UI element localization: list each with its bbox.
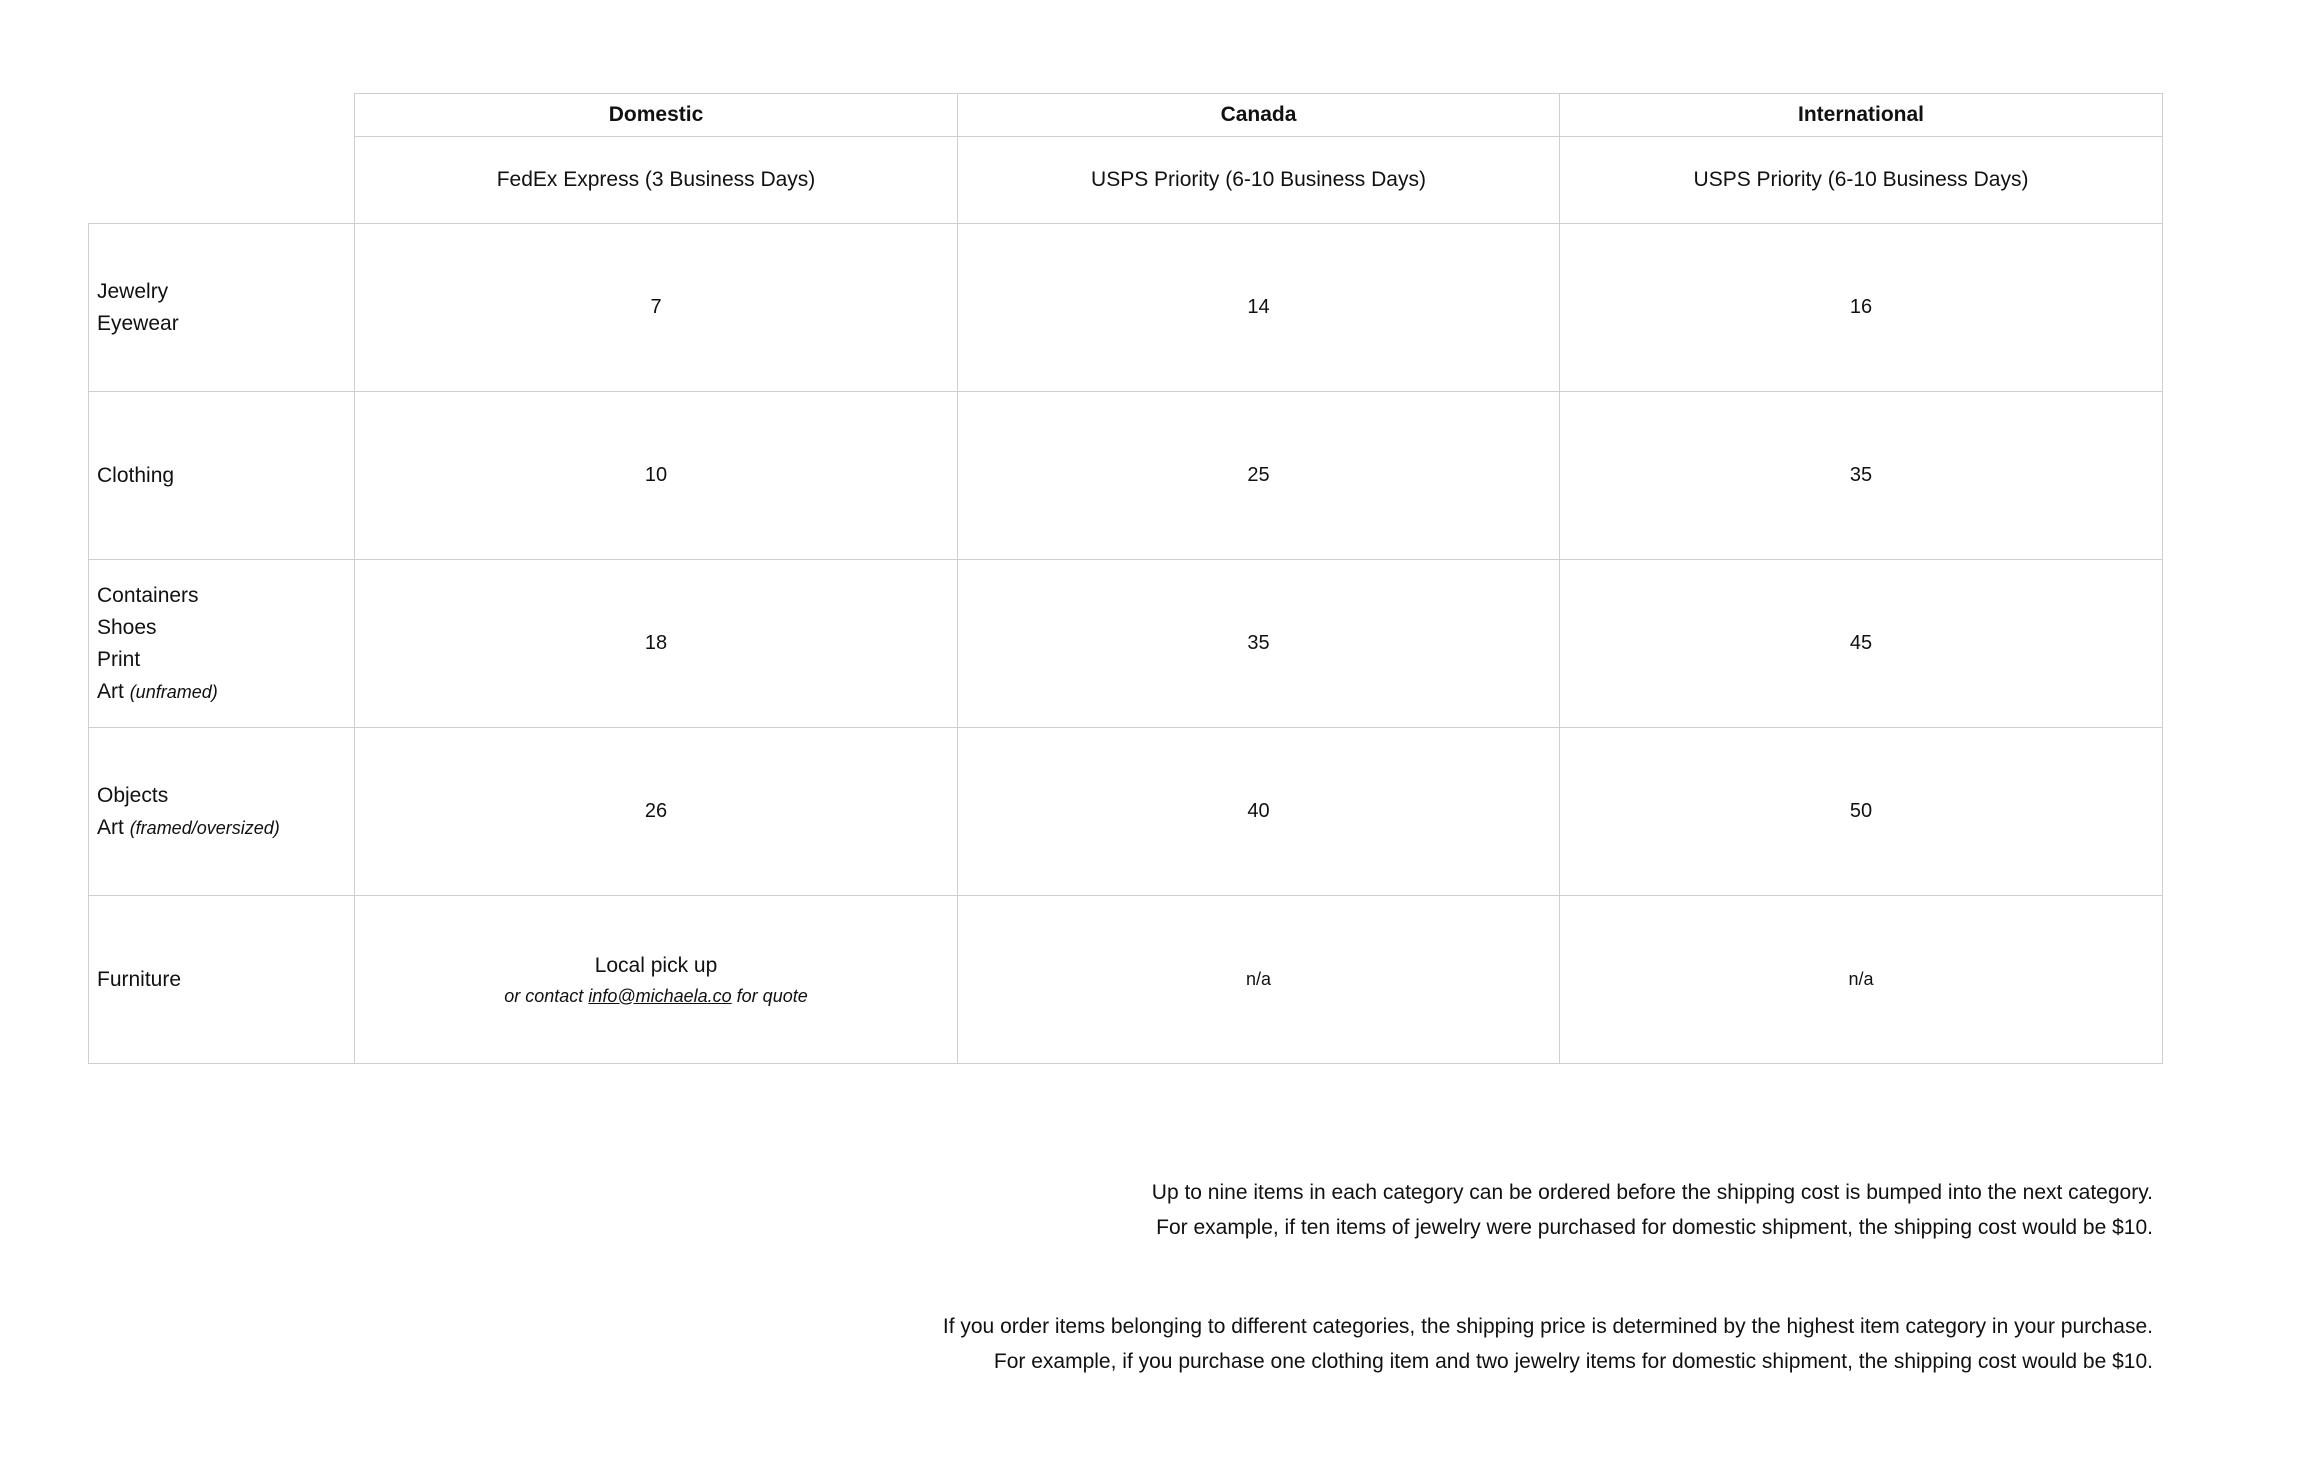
table-row — [89, 392, 2163, 560]
category-objects: Objects — [97, 783, 169, 807]
category-cell — [89, 728, 355, 896]
shipping-note-mixed-categories — [943, 1309, 2153, 1379]
price-international: 50 — [1560, 728, 2163, 896]
category-note: (unframed) — [129, 681, 218, 702]
category-cell — [89, 224, 355, 392]
category-furniture: Furniture — [97, 967, 182, 991]
table-row — [89, 224, 2163, 392]
category-note: (framed/oversized) — [129, 817, 280, 838]
price-international: 16 — [1560, 224, 2163, 392]
note-line: For example, if ten items of jewelry were purchased for domestic shipment, the shipping cost would be $10. — [1156, 1216, 2153, 1239]
shipping-rates-table — [88, 93, 2163, 1064]
category-cell — [89, 560, 355, 728]
shipping-note-quantity — [1152, 1175, 2153, 1245]
price-domestic: 10 — [355, 392, 958, 560]
category-eyewear: Eyewear — [97, 311, 179, 335]
category-art-unframed: Art (unframed) — [97, 679, 218, 703]
price-international: 45 — [1560, 560, 2163, 728]
price-international: n/a — [1560, 896, 2163, 1064]
category-art-framed: Art (framed/oversized) — [97, 815, 280, 839]
shipping-method-row — [89, 137, 2163, 224]
note-line: For example, if you purchase one clothing item and two jewelry items for domestic shipment, the shipping cost would be $10. — [993, 1350, 2153, 1373]
price-domestic: 7 — [355, 224, 958, 392]
category-shoes: Shoes — [97, 615, 157, 639]
method-canada: USPS Priority (6-10 Business Days) — [958, 137, 1560, 224]
method-domestic: FedEx Express (3 Business Days) — [355, 137, 958, 224]
category-clothing: Clothing — [97, 463, 175, 487]
price-canada: 25 — [958, 392, 1560, 560]
note-line: Up to nine items in each category can be ordered before the shipping cost is bumped into the next category. — [1151, 1181, 2153, 1204]
region-canada: Canada — [958, 94, 1560, 137]
price-international: 35 — [1560, 392, 2163, 560]
table-row — [89, 560, 2163, 728]
price-canada: 14 — [958, 224, 1560, 392]
region-header-row — [89, 94, 2163, 137]
region-international: International — [1560, 94, 2163, 137]
price-canada: 40 — [958, 728, 1560, 896]
table-row — [89, 896, 2163, 1064]
category-jewelry: Jewelry — [97, 279, 169, 303]
category-cell — [89, 392, 355, 560]
corner-blank-cell — [89, 94, 355, 224]
category-print: Print — [97, 647, 141, 671]
region-domestic: Domestic — [355, 94, 958, 137]
price-domestic: 26 — [355, 728, 958, 896]
method-international: USPS Priority (6-10 Business Days) — [1560, 137, 2163, 224]
category-containers: Containers — [97, 583, 199, 607]
price-canada: 35 — [958, 560, 1560, 728]
contact-email-link[interactable]: info@michaela.co — [588, 985, 732, 1006]
contact-for-quote: or contact info@michaela.co for quote — [504, 985, 808, 1006]
category-cell — [89, 896, 355, 1064]
price-domestic: 18 — [355, 560, 958, 728]
price-canada: n/a — [958, 896, 1560, 1064]
local-pickup-text: Local pick up — [594, 953, 718, 977]
note-line: If you order items belonging to different categories, the shipping price is determined by the highest item category in your purchase. — [942, 1315, 2153, 1338]
price-domestic — [355, 896, 958, 1064]
table-row — [89, 728, 2163, 896]
